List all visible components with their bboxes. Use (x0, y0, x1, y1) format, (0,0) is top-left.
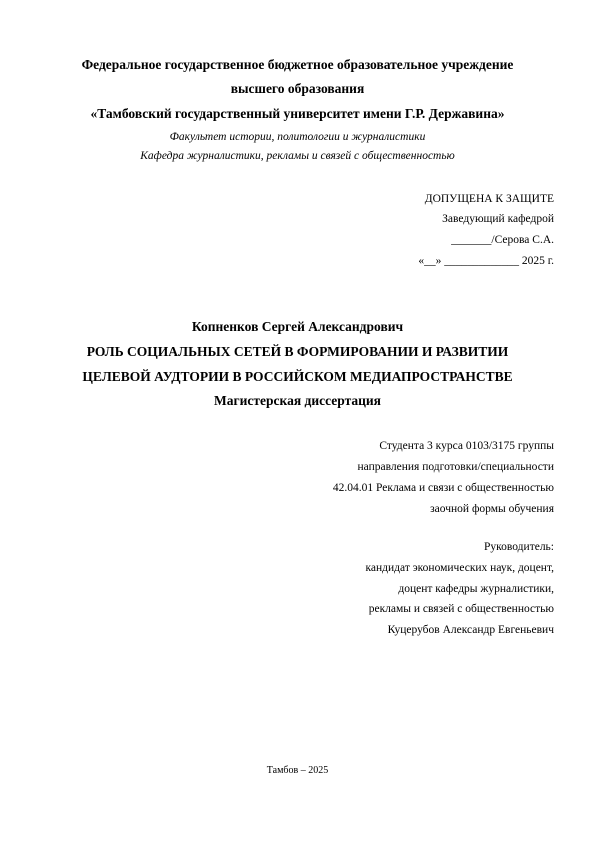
supervisor-name: Куцерубов Александр Евгеньевич (387, 624, 554, 636)
faculty-name: Факультет истории, политологии и журналистики (169, 131, 426, 143)
supervisor-line-3: рекламы и связей с общественностью (368, 603, 554, 615)
approval-status: ДОПУЩЕНА К ЗАЩИТЕ (424, 193, 554, 205)
author-name: Копненков Сергей Александрович (191, 319, 404, 334)
student-line-1: Студента 3 курса 0103/3175 группы (379, 440, 554, 452)
thesis-title-line-1: РОЛЬ СОЦИАЛЬНЫХ СЕТЕЙ В ФОРМИРОВАНИИ И РАЗВИТИИ (86, 344, 509, 359)
organization-line-1: Федеральное государственное бюджетное образовательное учреждение (81, 57, 514, 72)
student-line-3: 42.04.01 Реклама и связи с общественностью (332, 482, 554, 494)
department-name: Кафедра журналистики, рекламы и связей с общественностью (140, 150, 455, 162)
approval-signature: _______/Серова С.А. (451, 234, 554, 246)
place-year: Тамбов – 2025 (266, 765, 329, 776)
supervisor-line-1: кандидат экономических наук, доцент, (365, 562, 554, 574)
student-line-2: направления подготовки/специальности (357, 461, 554, 473)
supervisor-label: Руководитель: (484, 541, 554, 553)
approval-role: Заведующий кафедрой (442, 213, 554, 225)
supervisor-line-2: доцент кафедры журналистики, (398, 583, 554, 595)
thesis-type: Магистерская диссертация (213, 393, 381, 408)
student-line-4: заочной формы обучения (430, 503, 554, 515)
organization-line-2: высшего образования (230, 81, 365, 96)
thesis-title-line-2: ЦЕЛЕВОЙ АУДТОРИИ В РОССИЙСКОМ МЕДИАПРОСТРАНСТВЕ (82, 369, 513, 384)
university-name: «Тамбовский государственный университет имени Г.Р. Державина» (90, 106, 505, 121)
approval-date: «__» _____________ 2025 г. (418, 255, 554, 267)
